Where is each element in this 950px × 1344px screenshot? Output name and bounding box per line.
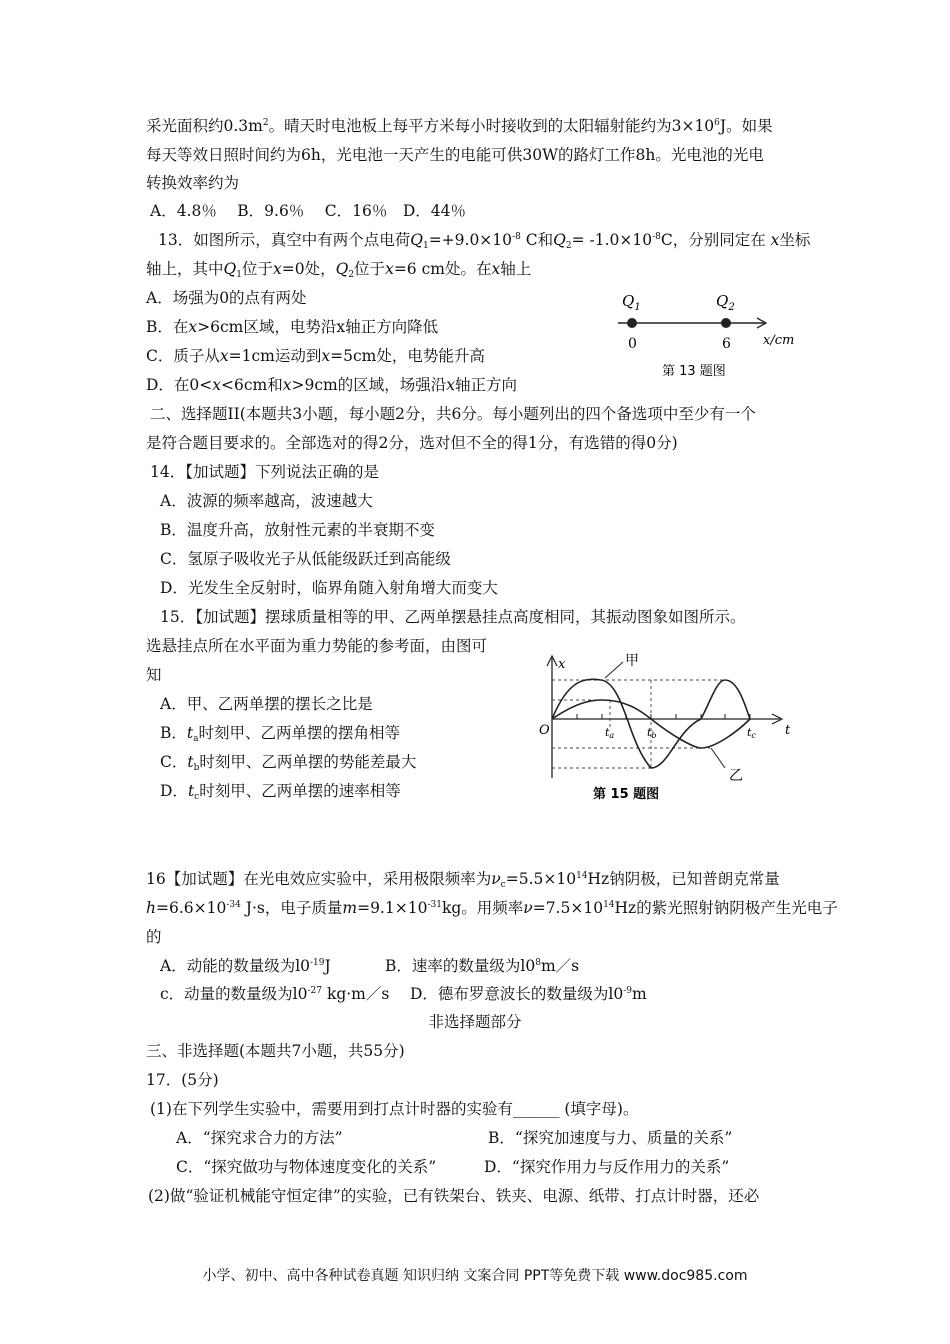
t-axis-label: t xyxy=(785,723,791,738)
q14-stem: 14．【加试题】下列说法正确的是 xyxy=(150,463,379,481)
q13-option-d: D．在0<x<6cm和x>9cm的区域，场强沿x轴正方向 xyxy=(146,376,518,394)
q12-line2: 每天等效日照时间约为6h，光电池一天产生的电能可供30W的路灯工作8h。光电池的光电 xyxy=(146,146,764,164)
section2-line2: 是符合题目要求的。全部选对的得2分，选对但不全的得1分，有选错的得0分) xyxy=(146,434,678,452)
tc-label: tc xyxy=(747,726,756,740)
q2-label: $Q_2$ xyxy=(716,292,735,313)
charge-q1-dot xyxy=(627,318,637,328)
q17-part1: (1)在下列学生实验中，需要用到打点计时器的实验有______ (填字母)。 xyxy=(150,1100,639,1118)
q12-line1: 采光面积约$0.3m^2$。晴天时电池板上每平方米每小时接收到的太阳辐射能约为$3\times 10^6J$。如果 xyxy=(146,117,773,135)
q17-option-d: D．“探究作用力与反作用力的关系” xyxy=(484,1158,730,1176)
figure-15 xyxy=(525,650,815,810)
q16-option-c: c．动量的数量级为$l0^{-27}$ kg·m／s xyxy=(160,985,390,1003)
q16-option-d: D．德布罗意波长的数量级为$l0^{-9}m$ xyxy=(410,985,647,1003)
q17-part2: (2)做“验证机械能守恒定律”的实验，已有铁架台、铁夹、电源、纸带、打点计时器，还必 xyxy=(148,1187,760,1205)
q15-option-c: C．$t_b$时刻甲、乙两单摆的势能差最大 xyxy=(160,753,417,773)
t-axis-ticks xyxy=(577,714,750,719)
label-yi: 乙 xyxy=(729,768,743,784)
q13-stem-line2: 轴上，其中$Q_1$位于x=0处，$Q_2$位于x=6 cm处。在x轴上 xyxy=(146,260,532,280)
leader-yi xyxy=(711,748,725,768)
part2-title: 非选择题部分 xyxy=(428,1013,522,1031)
q12-line3: 转换效率约为 xyxy=(146,174,240,192)
figure-13-caption: 第 13 题图 xyxy=(662,364,726,379)
q14-option-a: A．波源的频率越高，波速越大 xyxy=(160,492,373,510)
q16-option-b: B．速率的数量级为$l0^8m/s$ xyxy=(385,957,580,975)
leader-jia xyxy=(605,662,623,678)
q15-stem-line2: 选悬挂点所在水平面为重力势能的参考面，由图可 xyxy=(146,637,488,655)
ta-label: ta xyxy=(605,726,615,740)
page-footer: 小学、初中、高中各种试卷真题 知识归纳 文案合同 PPT等免费下载 www.doc985.com xyxy=(202,1268,748,1284)
q13-option-a: A．场强为0的点有两处 xyxy=(146,289,307,307)
charge-q2-dot xyxy=(721,318,731,328)
tick-6-label: 6 xyxy=(722,336,731,352)
q16-line1: 16【加试题】在光电效应实验中，采用极限频率为$\nu_c=5.5\times 10^{14}Hz$钠阴极，已知普朗克常量 xyxy=(146,870,780,890)
q17-option-c: C．“探究做功与物体速度变化的关系” xyxy=(176,1158,437,1176)
q13-option-c: C．质子从x=1cm运动到x=5cm处，电势能升高 xyxy=(146,347,485,365)
tick-0-label: 0 xyxy=(628,336,637,352)
q15-option-b: B．$t_a$时刻甲、乙两单摆的摆角相等 xyxy=(160,724,401,744)
q15-option-d: D．$t_c$时刻甲、乙两单摆的速率相等 xyxy=(160,782,401,802)
q14-option-b: B．温度升高，放射性元素的半衰期不变 xyxy=(160,521,435,539)
figure-13 xyxy=(600,280,810,385)
q17-option-a: A．“探究求合力的方法” xyxy=(176,1129,343,1147)
q16-option-a: A．动能的数量级为$l0^{-19}J$ xyxy=(160,957,331,975)
label-jia: 甲 xyxy=(625,653,639,669)
q15-stem-line1: 15．【加试题】摆球质量相等的甲、乙两单摆悬挂点高度相同，其振动图象如图所示。 xyxy=(160,608,746,626)
q14-option-d: D．光发生全反射时，临界角随入射角增大而变大 xyxy=(160,579,498,597)
q16-line3: 的 xyxy=(146,928,162,946)
figure-15-caption: 第 15 题图 xyxy=(593,787,660,802)
reference-dashes xyxy=(552,680,725,768)
origin-label: O xyxy=(539,723,550,738)
section3-heading: 三、非选择题(本题共7小题，共55分) xyxy=(146,1042,405,1060)
q13-stem-line1: 13．如图所示，真空中有两个点电荷$Q_1=+9.0\times 10^{-8}$ C和$Q_2= -1.0\times 10^{-8}C$，分别同定在 x坐标 xyxy=(158,231,811,251)
tb-label: tb xyxy=(647,726,657,740)
q17-heading: 17．(5分) xyxy=(146,1071,219,1089)
axis-unit-label: x/cm xyxy=(763,333,795,348)
section2-line1: 二、选择题II(本题共3小题，每小题2分，共6分。每小题列出的四个备选项中至少有一个 xyxy=(150,405,756,423)
q12-options: A．4.8％ B．9.6％ C．16％ D．44％ xyxy=(150,202,466,220)
q14-option-c: C．氢原子吸收光子从低能级跃迁到高能级 xyxy=(160,550,451,568)
q15-option-a: A．甲、乙两单摆的摆长之比是 xyxy=(160,695,373,713)
q17-option-b: B．“探究加速度与力、质量的关系” xyxy=(488,1129,733,1147)
q16-line2: $h=6.6\times 10^{-34}$ J·s，电子质量$m=9.1\times 10^{-31}kg$。用频率$\nu=7.5\times 10^{14}Hz$的紫光照射钠阴极产生光电子 xyxy=(146,899,838,917)
q13-option-b: B．在x>6cm区域，电势沿x轴正方向降低 xyxy=(146,318,439,336)
q1-label: $Q_1$ xyxy=(622,292,641,313)
x-axis-label: x xyxy=(558,657,566,672)
q15-stem-line3: 知 xyxy=(146,666,162,684)
